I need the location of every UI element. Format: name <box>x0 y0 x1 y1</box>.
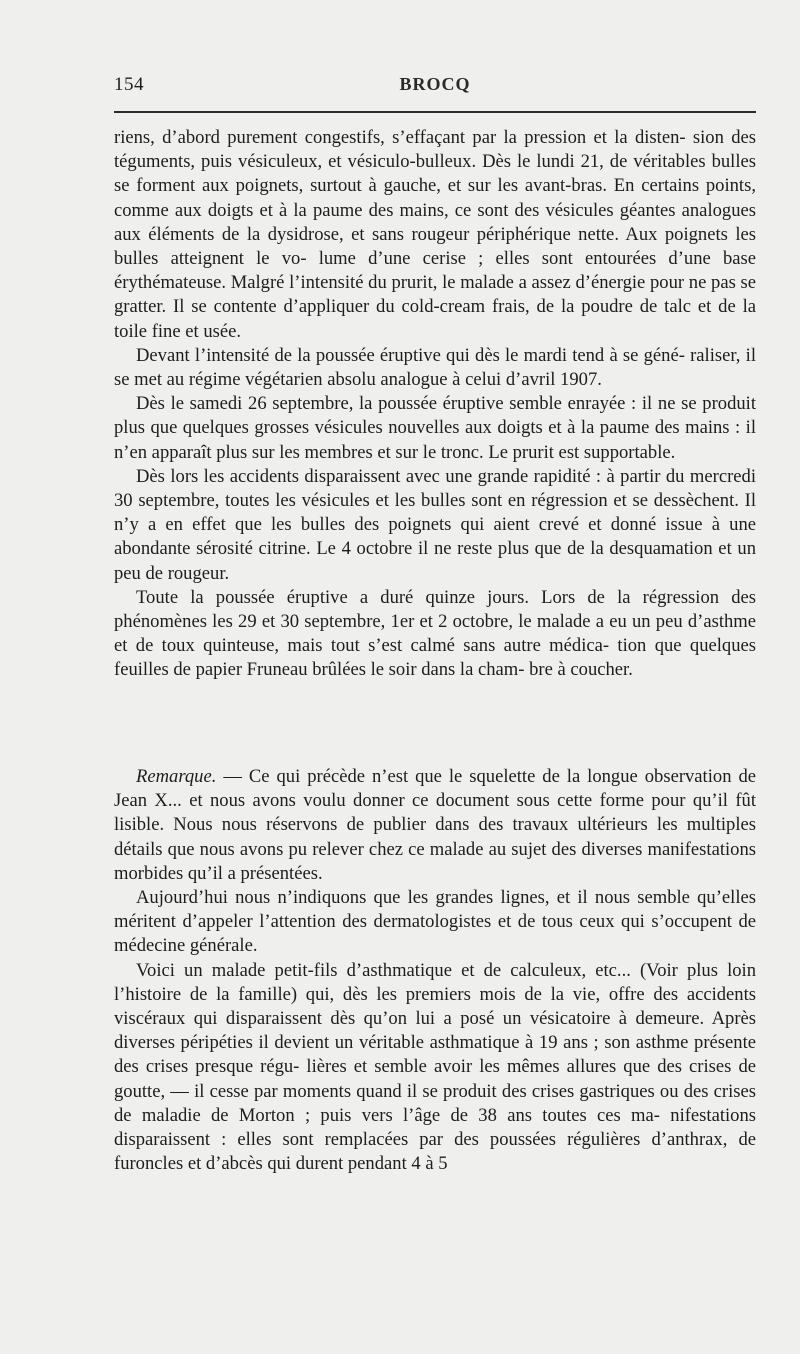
remark-paragraph <box>114 765 756 886</box>
paragraph: Dès lors les accidents disparaissent avec une grande rapidité : à partir du mercredi 30 septembre, toutes les vésicules et les bulles sont en régression et se dessèchent. Il n’y a en effet que les bulles des poignets qui aient crevé et donné issue à une abondante sérosité citrine. Le 4 octobre il ne reste plus que de la desquamation et un peu de rougeur. <box>114 465 756 584</box>
paragraph: Devant l’intensité de la poussée éruptive qui dès le mardi tend à se géné- raliser, il se met au régime végétarien absolu analogue à celui d’avril 1907. <box>114 344 756 391</box>
page-number: 154 <box>114 74 144 95</box>
page-header <box>114 70 756 100</box>
header-rule <box>114 111 756 113</box>
observation-text <box>114 126 756 683</box>
paragraph: Toute la poussée éruptive a duré quinze jours. Lors de la régression des phénomènes les 29 et 30 septembre, 1er et 2 octobre, le malade a eu un peu d’asthme et de toux quinteuse, mais tout s’est calmé sans autre médica- tion que quelques feuilles de papier Fruneau brûlées le soir dans la cham- bre à coucher. <box>114 586 756 681</box>
paragraph: Voici un malade petit-fils d’asthmatique et de calculeux, etc... (Voir plus loin l’histoire de la famille) qui, dès les premiers mois de la vie, offre des accidents viscéraux qui disparaissent dès qu’on lui a posé un vésicatoire à demeure. Après diverses péripéties il devient un véritable asthmatique à 19 ans ; son asthme présente des crises presque régu- lières et semble avoir les mêmes allures que des crises de goutte, — il cesse par moments quand il se produit des crises gastriques ou des crises de maladie de Morton ; puis vers l’âge de 38 ans toutes ces ma- nifestations disparaissent : elles sont remplacées par des poussées régulières d’anthrax, de furoncles et d’abcès qui durent pendant 4 à 5 <box>114 959 756 1175</box>
paragraph: Dès le samedi 26 septembre, la poussée éruptive semble enrayée : il ne se produit plus que quelques grosses vésicules nouvelles aux doigts et à la paume des mains : il n’en apparaît plus sur les membres et sur le tronc. Le prurit est supportable. <box>114 393 756 463</box>
remark-label: Remarque. <box>136 766 217 787</box>
paragraph: Aujourd’hui nous n’indiquons que les grandes lignes, et il nous semble qu’elles méritent d’appeler l’attention des dermatologistes et de tous ceux qui s’occupent de médecine générale. <box>114 887 756 957</box>
paragraph: riens, d’abord purement congestifs, s’effaçant par la pression et la disten- sion des téguments, puis vésiculeux, et vésiculo-bulleux. Dès le lundi 21, de véritables bulles se forment aux poignets, surtout à gauche, et sur les avant-bras. En certains points, comme aux doigts et à la paume des mains, ce sont des vésicules géantes analogues aux éléments de la dysidrose, et sans rougeur périphérique nette. Aux poignets les bulles atteignent le vo- lume d’une cerise ; elles sont entourées d’une base érythémateuse. Malgré l’intensité du prurit, le malade a assez d’énergie pour ne pas se gratter. Il se contente d’appliquer du cold-cream frais, de la poudre de talc et de la toile fine et usée. <box>114 127 756 342</box>
running-head: BROCQ <box>399 74 471 94</box>
remark-text: — Ce qui précède n’est que le squelette de la longue observation de Jean X... et nous avons voulu donner ce document sous cette forme pour qu’il fût lisible. Nous nous réservons de publier dans des travaux ultérieurs les multiples détails que nous avons pu relever chez ce malade au sujet des diverses manifestations morbides qu’il a présentées. <box>114 766 756 884</box>
remark-section <box>114 765 756 1176</box>
